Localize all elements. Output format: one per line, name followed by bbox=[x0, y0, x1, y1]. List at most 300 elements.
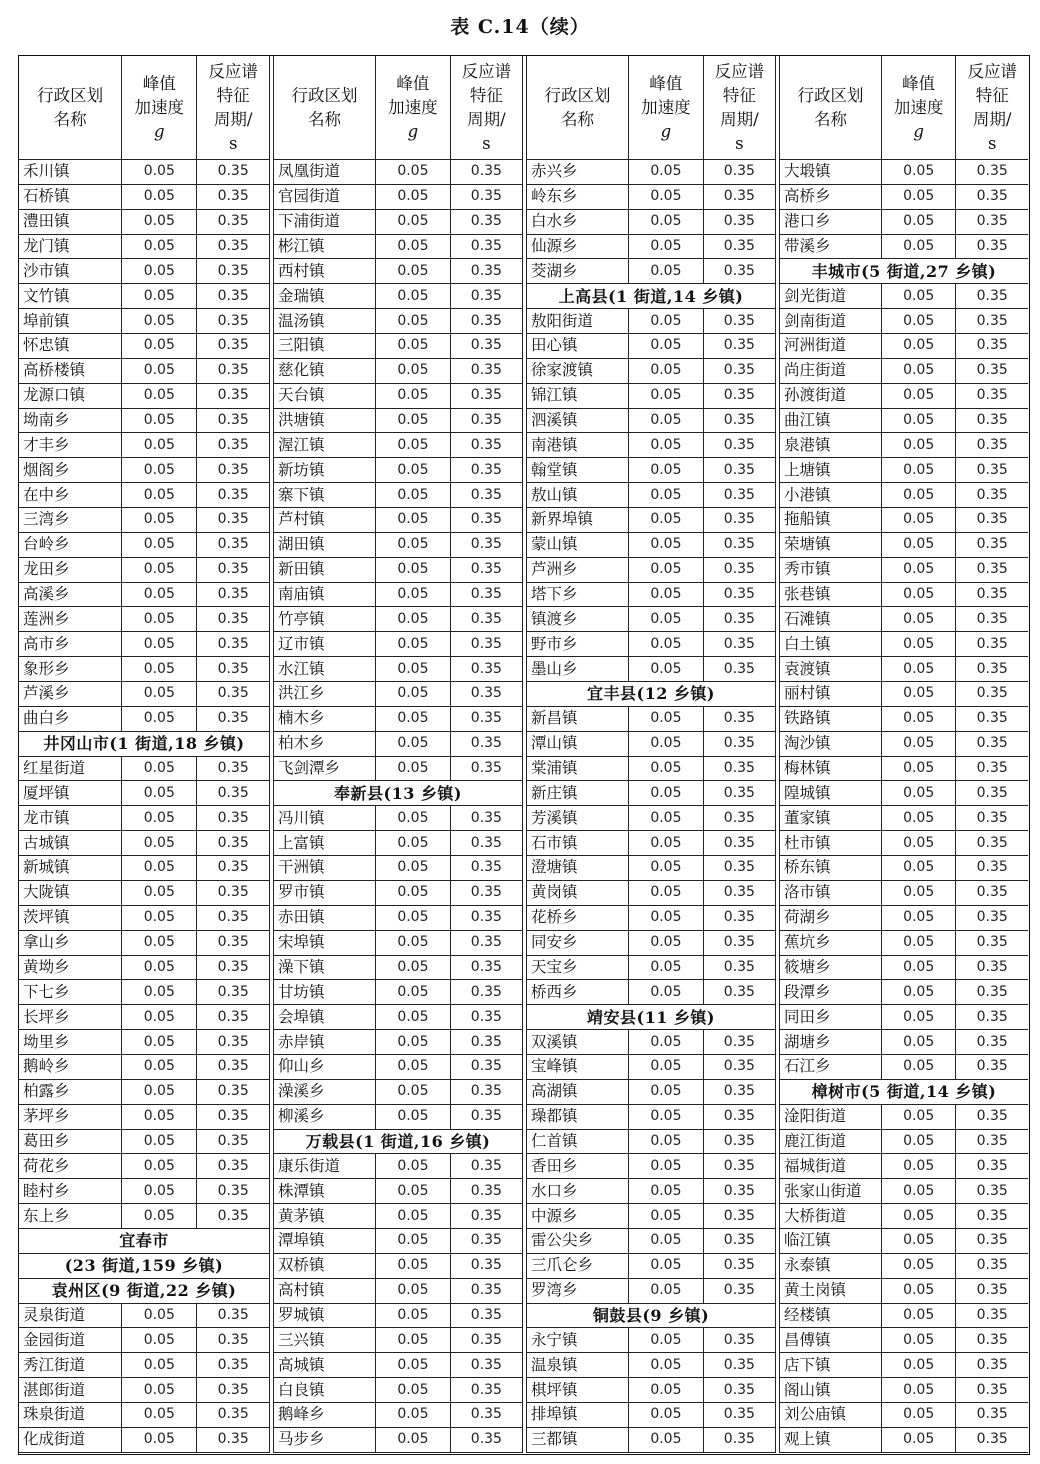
peak-acceleration: 0.05 bbox=[881, 1278, 956, 1303]
peak-acceleration: 0.05 bbox=[881, 1129, 956, 1154]
region-name: 罗湾乡 bbox=[527, 1278, 629, 1303]
region-name: 三湾乡 bbox=[19, 508, 122, 533]
characteristic-period: 0.35 bbox=[450, 334, 522, 359]
header-pga bbox=[629, 56, 704, 160]
table-row bbox=[527, 905, 776, 930]
region-name: 楠木乡 bbox=[274, 706, 376, 731]
table-row bbox=[19, 607, 270, 632]
region-name: 天宝乡 bbox=[527, 955, 629, 980]
region-name: 同安乡 bbox=[527, 930, 629, 955]
peak-acceleration: 0.05 bbox=[881, 1303, 956, 1328]
table-row bbox=[527, 1228, 776, 1253]
group-heading: 上高县(1 街道,14 乡镇) bbox=[527, 284, 776, 309]
region-name: 湛郎街道 bbox=[19, 1378, 122, 1403]
table-row bbox=[274, 458, 523, 483]
region-name: 大塅镇 bbox=[780, 160, 882, 185]
region-name: 双桥镇 bbox=[274, 1253, 376, 1278]
region-name: 白土镇 bbox=[780, 632, 882, 657]
table-row bbox=[780, 483, 1029, 508]
peak-acceleration: 0.05 bbox=[376, 1303, 451, 1328]
peak-acceleration: 0.05 bbox=[122, 309, 197, 334]
table-row bbox=[780, 880, 1029, 905]
region-name: 大陇镇 bbox=[19, 880, 122, 905]
region-name: 筱塘乡 bbox=[780, 955, 882, 980]
table-row bbox=[780, 582, 1029, 607]
peak-acceleration: 0.05 bbox=[122, 1005, 197, 1030]
table-row bbox=[274, 160, 523, 185]
table-row bbox=[274, 682, 523, 707]
characteristic-period: 0.35 bbox=[956, 1353, 1028, 1378]
peak-acceleration: 0.05 bbox=[122, 1179, 197, 1204]
peak-acceleration: 0.05 bbox=[629, 1104, 704, 1129]
peak-acceleration: 0.05 bbox=[122, 880, 197, 905]
table-block-3 bbox=[526, 56, 776, 1454]
characteristic-period: 0.35 bbox=[197, 234, 270, 259]
header-period bbox=[197, 56, 270, 160]
characteristic-period: 0.35 bbox=[450, 632, 522, 657]
region-name: 坳里乡 bbox=[19, 1030, 122, 1055]
characteristic-period: 0.35 bbox=[703, 1402, 775, 1427]
characteristic-period: 0.35 bbox=[956, 1054, 1028, 1079]
table-row bbox=[780, 1054, 1029, 1079]
region-name: 剑南街道 bbox=[780, 309, 882, 334]
characteristic-period: 0.35 bbox=[197, 980, 270, 1005]
region-name: 茅坪乡 bbox=[19, 1104, 122, 1129]
region-name: 蒙山镇 bbox=[527, 532, 629, 557]
region-name: 珠泉街道 bbox=[19, 1402, 122, 1427]
region-name: 野市乡 bbox=[527, 632, 629, 657]
characteristic-period: 0.35 bbox=[197, 905, 270, 930]
group-heading-row bbox=[19, 1253, 270, 1278]
region-name: 潭埠镇 bbox=[274, 1228, 376, 1253]
header-pga-line: 峰值 bbox=[396, 73, 430, 93]
characteristic-period: 0.35 bbox=[197, 1104, 270, 1129]
header-period-line: 反应谱 bbox=[208, 61, 258, 81]
table-row bbox=[274, 184, 523, 209]
header-name bbox=[19, 56, 122, 160]
region-name: 福城街道 bbox=[780, 1154, 882, 1179]
header-period bbox=[956, 56, 1028, 160]
characteristic-period: 0.35 bbox=[703, 781, 775, 806]
table-row bbox=[780, 532, 1029, 557]
peak-acceleration: 0.05 bbox=[881, 433, 956, 458]
characteristic-period: 0.35 bbox=[703, 458, 775, 483]
table-row bbox=[274, 880, 523, 905]
characteristic-period: 0.35 bbox=[703, 309, 775, 334]
region-name: 永宁镇 bbox=[527, 1328, 629, 1353]
table-row bbox=[19, 1005, 270, 1030]
region-name: 港口乡 bbox=[780, 209, 882, 234]
region-name: 石市镇 bbox=[527, 831, 629, 856]
characteristic-period: 0.35 bbox=[956, 557, 1028, 582]
group-heading: 宜丰县(12 乡镇) bbox=[527, 682, 776, 707]
characteristic-period: 0.35 bbox=[197, 433, 270, 458]
table-row bbox=[19, 657, 270, 682]
peak-acceleration: 0.05 bbox=[122, 632, 197, 657]
characteristic-period: 0.35 bbox=[197, 1427, 270, 1452]
group-heading: (23 街道,159 乡镇) bbox=[19, 1253, 270, 1278]
data-table-frame bbox=[18, 55, 1030, 1455]
peak-acceleration: 0.05 bbox=[122, 955, 197, 980]
table-row bbox=[780, 1402, 1029, 1427]
table-row bbox=[527, 1179, 776, 1204]
header-name-line: 行政区划 bbox=[37, 85, 104, 105]
table-row bbox=[19, 1427, 270, 1452]
characteristic-period: 0.35 bbox=[197, 955, 270, 980]
table-row bbox=[274, 532, 523, 557]
peak-acceleration: 0.05 bbox=[881, 309, 956, 334]
region-name: 莲洲乡 bbox=[19, 607, 122, 632]
characteristic-period: 0.35 bbox=[197, 1154, 270, 1179]
region-name: 黄岗镇 bbox=[527, 880, 629, 905]
region-name: 双溪镇 bbox=[527, 1030, 629, 1055]
table-row bbox=[780, 383, 1029, 408]
characteristic-period: 0.35 bbox=[197, 806, 270, 831]
table-row bbox=[527, 458, 776, 483]
characteristic-period: 0.35 bbox=[703, 557, 775, 582]
table-row bbox=[274, 408, 523, 433]
table-row bbox=[274, 1154, 523, 1179]
peak-acceleration: 0.05 bbox=[376, 508, 451, 533]
region-name: 睦村乡 bbox=[19, 1179, 122, 1204]
peak-acceleration: 0.05 bbox=[376, 408, 451, 433]
characteristic-period: 0.35 bbox=[197, 706, 270, 731]
table-row bbox=[780, 682, 1029, 707]
peak-acceleration: 0.05 bbox=[881, 1054, 956, 1079]
table-row bbox=[19, 806, 270, 831]
region-name: 塔下乡 bbox=[527, 582, 629, 607]
region-name: 红星街道 bbox=[19, 756, 122, 781]
region-name: 宝峰镇 bbox=[527, 1054, 629, 1079]
region-name: 永泰镇 bbox=[780, 1253, 882, 1278]
table-row bbox=[527, 1104, 776, 1129]
table-row bbox=[274, 234, 523, 259]
header-period-line: 特征 bbox=[722, 85, 756, 105]
table-row bbox=[274, 508, 523, 533]
characteristic-period: 0.35 bbox=[450, 682, 522, 707]
peak-acceleration: 0.05 bbox=[376, 955, 451, 980]
region-name: 罗城镇 bbox=[274, 1303, 376, 1328]
table-row bbox=[274, 930, 523, 955]
peak-acceleration: 0.05 bbox=[881, 458, 956, 483]
table-row bbox=[527, 1204, 776, 1229]
characteristic-period: 0.35 bbox=[450, 731, 522, 756]
region-name: 南庙镇 bbox=[274, 582, 376, 607]
region-name: 茨坪镇 bbox=[19, 905, 122, 930]
peak-acceleration: 0.05 bbox=[376, 1228, 451, 1253]
peak-acceleration: 0.05 bbox=[376, 1427, 451, 1452]
header-pga-line: 加速度 bbox=[641, 97, 691, 117]
table-row bbox=[19, 1054, 270, 1079]
table-row bbox=[19, 1030, 270, 1055]
characteristic-period: 0.35 bbox=[703, 1129, 775, 1154]
peak-acceleration: 0.05 bbox=[376, 1353, 451, 1378]
peak-acceleration: 0.05 bbox=[629, 1427, 704, 1452]
table-row bbox=[780, 508, 1029, 533]
table-row bbox=[527, 1278, 776, 1303]
group-heading-row bbox=[527, 1005, 776, 1030]
region-name: 康乐街道 bbox=[274, 1154, 376, 1179]
peak-acceleration: 0.05 bbox=[881, 184, 956, 209]
region-name: 龙源口镇 bbox=[19, 383, 122, 408]
table-row bbox=[527, 532, 776, 557]
region-name: 西村镇 bbox=[274, 259, 376, 284]
characteristic-period: 0.35 bbox=[956, 234, 1028, 259]
characteristic-period: 0.35 bbox=[450, 1253, 522, 1278]
characteristic-period: 0.35 bbox=[197, 284, 270, 309]
region-name: 龙市镇 bbox=[19, 806, 122, 831]
region-name: 才丰乡 bbox=[19, 433, 122, 458]
group-heading: 铜鼓县(9 乡镇) bbox=[527, 1303, 776, 1328]
table-row bbox=[274, 1204, 523, 1229]
peak-acceleration: 0.05 bbox=[376, 582, 451, 607]
peak-acceleration: 0.05 bbox=[629, 880, 704, 905]
peak-acceleration: 0.05 bbox=[376, 831, 451, 856]
peak-acceleration: 0.05 bbox=[376, 706, 451, 731]
region-name: 芦村镇 bbox=[274, 508, 376, 533]
peak-acceleration: 0.05 bbox=[629, 1378, 704, 1403]
peak-acceleration: 0.05 bbox=[376, 209, 451, 234]
peak-acceleration: 0.05 bbox=[122, 930, 197, 955]
region-name: 张巷镇 bbox=[780, 582, 882, 607]
peak-acceleration: 0.05 bbox=[881, 756, 956, 781]
region-name: 白良镇 bbox=[274, 1378, 376, 1403]
region-name: 花桥乡 bbox=[527, 905, 629, 930]
peak-acceleration: 0.05 bbox=[376, 1054, 451, 1079]
peak-acceleration: 0.05 bbox=[122, 706, 197, 731]
region-name: 经楼镇 bbox=[780, 1303, 882, 1328]
peak-acceleration: 0.05 bbox=[881, 1402, 956, 1427]
peak-acceleration: 0.05 bbox=[122, 781, 197, 806]
characteristic-period: 0.35 bbox=[703, 607, 775, 632]
table-row bbox=[527, 880, 776, 905]
table-row bbox=[19, 880, 270, 905]
characteristic-period: 0.35 bbox=[703, 383, 775, 408]
characteristic-period: 0.35 bbox=[703, 1179, 775, 1204]
peak-acceleration: 0.05 bbox=[122, 1154, 197, 1179]
characteristic-period: 0.35 bbox=[956, 632, 1028, 657]
table-row bbox=[274, 731, 523, 756]
region-name: 赤岸镇 bbox=[274, 1030, 376, 1055]
characteristic-period: 0.35 bbox=[956, 955, 1028, 980]
characteristic-period: 0.35 bbox=[703, 433, 775, 458]
table-row bbox=[19, 532, 270, 557]
peak-acceleration: 0.05 bbox=[629, 806, 704, 831]
characteristic-period: 0.35 bbox=[197, 184, 270, 209]
region-name: 温泉镇 bbox=[527, 1353, 629, 1378]
table-row bbox=[274, 1228, 523, 1253]
region-name: 仰山乡 bbox=[274, 1054, 376, 1079]
peak-acceleration: 0.05 bbox=[881, 781, 956, 806]
table-row bbox=[274, 1005, 523, 1030]
characteristic-period: 0.35 bbox=[703, 358, 775, 383]
region-name: 葛田乡 bbox=[19, 1129, 122, 1154]
characteristic-period: 0.35 bbox=[703, 1278, 775, 1303]
peak-acceleration: 0.05 bbox=[122, 433, 197, 458]
region-name: 会埠镇 bbox=[274, 1005, 376, 1030]
peak-acceleration: 0.05 bbox=[122, 905, 197, 930]
peak-acceleration: 0.05 bbox=[881, 383, 956, 408]
region-name: 怀忠镇 bbox=[19, 334, 122, 359]
characteristic-period: 0.35 bbox=[956, 831, 1028, 856]
characteristic-period: 0.35 bbox=[956, 483, 1028, 508]
region-name: 沙市镇 bbox=[19, 259, 122, 284]
table-row bbox=[527, 334, 776, 359]
peak-acceleration: 0.05 bbox=[629, 781, 704, 806]
header-pga-line: g bbox=[153, 121, 165, 141]
characteristic-period: 0.35 bbox=[703, 582, 775, 607]
characteristic-period: 0.35 bbox=[450, 309, 522, 334]
characteristic-period: 0.35 bbox=[956, 1278, 1028, 1303]
characteristic-period: 0.35 bbox=[197, 532, 270, 557]
header-row bbox=[527, 56, 776, 160]
group-heading: 井冈山市(1 街道,18 乡镇) bbox=[19, 731, 270, 756]
region-name: 观上镇 bbox=[780, 1427, 882, 1452]
region-name: 上富镇 bbox=[274, 831, 376, 856]
region-name: 柳溪乡 bbox=[274, 1104, 376, 1129]
region-name: 冯川镇 bbox=[274, 806, 376, 831]
region-name: 店下镇 bbox=[780, 1353, 882, 1378]
peak-acceleration: 0.05 bbox=[629, 309, 704, 334]
characteristic-period: 0.35 bbox=[703, 756, 775, 781]
peak-acceleration: 0.05 bbox=[881, 532, 956, 557]
group-heading: 万载县(1 街道,16 乡镇) bbox=[274, 1129, 523, 1154]
table-row bbox=[274, 1104, 523, 1129]
region-name: 尚庄街道 bbox=[780, 358, 882, 383]
characteristic-period: 0.35 bbox=[703, 1104, 775, 1129]
table-row bbox=[19, 1353, 270, 1378]
characteristic-period: 0.35 bbox=[197, 483, 270, 508]
group-heading: 宜春市 bbox=[19, 1228, 270, 1253]
group-heading-row bbox=[274, 781, 523, 806]
characteristic-period: 0.35 bbox=[450, 184, 522, 209]
table-row bbox=[780, 930, 1029, 955]
table-row bbox=[780, 1353, 1029, 1378]
region-name: 香田乡 bbox=[527, 1154, 629, 1179]
header-row bbox=[19, 56, 270, 160]
characteristic-period: 0.35 bbox=[956, 1030, 1028, 1055]
header-pga bbox=[376, 56, 451, 160]
table-row bbox=[274, 209, 523, 234]
peak-acceleration: 0.05 bbox=[629, 1079, 704, 1104]
region-name: 蕉坑乡 bbox=[780, 930, 882, 955]
region-name: 淦阳街道 bbox=[780, 1104, 882, 1129]
table-row bbox=[527, 632, 776, 657]
region-name: 高溪乡 bbox=[19, 582, 122, 607]
header-period-line: 特征 bbox=[216, 85, 250, 105]
table-row bbox=[274, 856, 523, 881]
characteristic-period: 0.35 bbox=[703, 1378, 775, 1403]
peak-acceleration: 0.05 bbox=[122, 856, 197, 881]
header-period-line: s bbox=[482, 133, 491, 153]
region-name: 杜市镇 bbox=[780, 831, 882, 856]
region-name: 高村镇 bbox=[274, 1278, 376, 1303]
characteristic-period: 0.35 bbox=[956, 1378, 1028, 1403]
peak-acceleration: 0.05 bbox=[376, 632, 451, 657]
peak-acceleration: 0.05 bbox=[881, 706, 956, 731]
characteristic-period: 0.35 bbox=[703, 209, 775, 234]
characteristic-period: 0.35 bbox=[450, 1030, 522, 1055]
characteristic-period: 0.35 bbox=[450, 905, 522, 930]
region-name: 田心镇 bbox=[527, 334, 629, 359]
table-row bbox=[780, 1129, 1029, 1154]
characteristic-period: 0.35 bbox=[450, 1228, 522, 1253]
peak-acceleration: 0.05 bbox=[881, 1228, 956, 1253]
table-row bbox=[527, 259, 776, 284]
characteristic-period: 0.35 bbox=[956, 160, 1028, 185]
characteristic-period: 0.35 bbox=[956, 582, 1028, 607]
characteristic-period: 0.35 bbox=[450, 284, 522, 309]
peak-acceleration: 0.05 bbox=[629, 334, 704, 359]
region-name: 徐家渡镇 bbox=[527, 358, 629, 383]
peak-acceleration: 0.05 bbox=[122, 209, 197, 234]
characteristic-period: 0.35 bbox=[450, 756, 522, 781]
peak-acceleration: 0.05 bbox=[122, 582, 197, 607]
region-name: 龙门镇 bbox=[19, 234, 122, 259]
group-heading: 樟树市(5 街道,14 乡镇) bbox=[780, 1079, 1029, 1104]
table-row bbox=[780, 831, 1029, 856]
region-name: 高湖镇 bbox=[527, 1079, 629, 1104]
peak-acceleration: 0.05 bbox=[629, 259, 704, 284]
header-pga-line: 加速度 bbox=[893, 97, 944, 117]
region-name: 秀江街道 bbox=[19, 1353, 122, 1378]
characteristic-period: 0.35 bbox=[956, 731, 1028, 756]
characteristic-period: 0.35 bbox=[197, 508, 270, 533]
characteristic-period: 0.35 bbox=[703, 706, 775, 731]
table-row bbox=[19, 483, 270, 508]
characteristic-period: 0.35 bbox=[703, 532, 775, 557]
peak-acceleration: 0.05 bbox=[629, 532, 704, 557]
characteristic-period: 0.35 bbox=[450, 234, 522, 259]
peak-acceleration: 0.05 bbox=[629, 731, 704, 756]
table-row bbox=[274, 1378, 523, 1403]
peak-acceleration: 0.05 bbox=[881, 682, 956, 707]
peak-acceleration: 0.05 bbox=[881, 508, 956, 533]
region-name: 三爪仑乡 bbox=[527, 1253, 629, 1278]
characteristic-period: 0.35 bbox=[450, 259, 522, 284]
characteristic-period: 0.35 bbox=[197, 682, 270, 707]
region-name: 厦坪镇 bbox=[19, 781, 122, 806]
peak-acceleration: 0.05 bbox=[376, 383, 451, 408]
table-row bbox=[780, 756, 1029, 781]
characteristic-period: 0.35 bbox=[450, 160, 522, 185]
peak-acceleration: 0.05 bbox=[122, 1129, 197, 1154]
peak-acceleration: 0.05 bbox=[881, 955, 956, 980]
region-name: 阁山镇 bbox=[780, 1378, 882, 1403]
region-name: 烟阁乡 bbox=[19, 458, 122, 483]
characteristic-period: 0.35 bbox=[197, 781, 270, 806]
peak-acceleration: 0.05 bbox=[376, 657, 451, 682]
region-name: 慈化镇 bbox=[274, 358, 376, 383]
header-period-line: 周期/ bbox=[972, 109, 1012, 129]
table-row bbox=[527, 955, 776, 980]
characteristic-period: 0.35 bbox=[956, 408, 1028, 433]
table-row bbox=[527, 1427, 776, 1452]
peak-acceleration: 0.05 bbox=[122, 508, 197, 533]
peak-acceleration: 0.05 bbox=[122, 1054, 197, 1079]
peak-acceleration: 0.05 bbox=[122, 408, 197, 433]
characteristic-period: 0.35 bbox=[197, 1129, 270, 1154]
region-name: 台岭乡 bbox=[19, 532, 122, 557]
characteristic-period: 0.35 bbox=[450, 930, 522, 955]
table-row bbox=[527, 234, 776, 259]
characteristic-period: 0.35 bbox=[703, 1079, 775, 1104]
table-row bbox=[780, 184, 1029, 209]
group-heading-row bbox=[780, 259, 1029, 284]
characteristic-period: 0.35 bbox=[703, 806, 775, 831]
peak-acceleration: 0.05 bbox=[881, 408, 956, 433]
peak-acceleration: 0.05 bbox=[629, 209, 704, 234]
